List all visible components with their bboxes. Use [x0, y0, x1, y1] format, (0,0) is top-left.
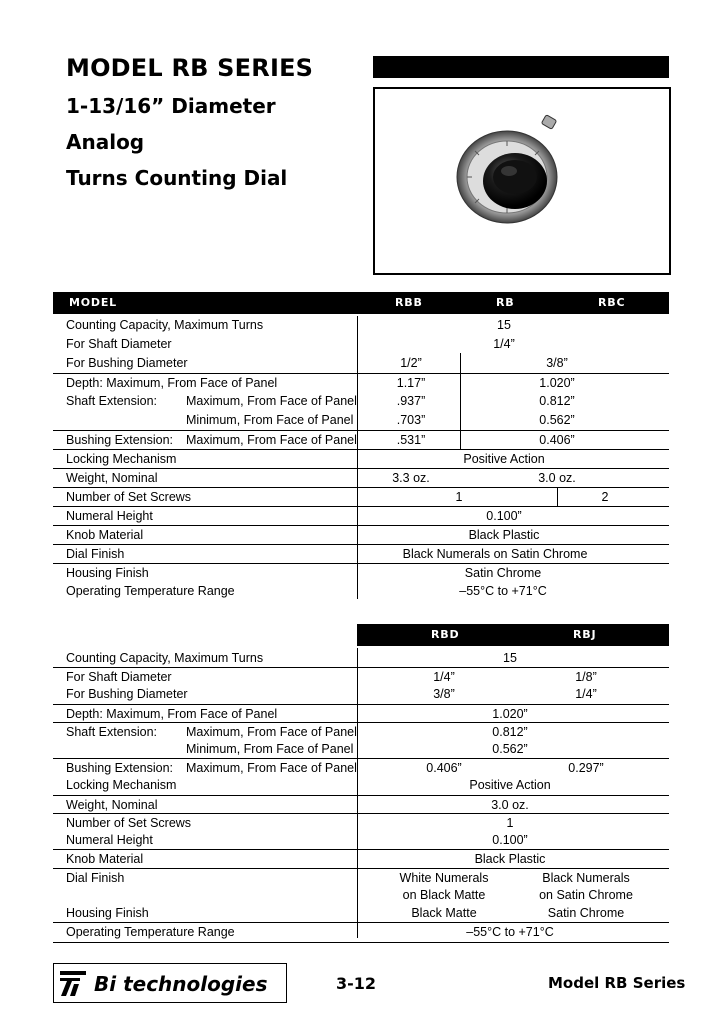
row-label: Weight, Nominal — [66, 798, 158, 812]
rbb-value: 1/2” — [400, 356, 422, 370]
table-row — [53, 487, 669, 507]
row-value: Positive Action — [463, 452, 545, 466]
row-value: 15 — [503, 651, 517, 665]
rbc-value: 2 — [601, 490, 609, 504]
rbj-value: Black Numerals — [542, 871, 630, 885]
table-row — [53, 685, 669, 704]
table-row — [53, 704, 669, 724]
rbb-value: 1.17” — [396, 376, 426, 390]
table-row — [53, 506, 669, 526]
table-row — [53, 582, 669, 601]
table-row — [53, 544, 669, 564]
row-label: For Shaft Diameter — [66, 670, 172, 684]
row-label: For Shaft Diameter — [66, 337, 172, 351]
product-photo — [373, 87, 671, 275]
row-label: Locking Mechanism — [66, 778, 177, 792]
row-value: 15 — [497, 318, 511, 332]
row-sublabel: Maximum, From Face of Panel — [186, 394, 357, 408]
rbb-value: .531” — [396, 433, 426, 447]
table-row — [53, 904, 669, 923]
row-label: Weight, Nominal — [66, 471, 158, 485]
table-row — [53, 849, 669, 869]
table-row — [53, 649, 669, 668]
row-value: –55°C to +71°C — [466, 925, 554, 939]
row-label: Numeral Height — [66, 509, 153, 523]
rbj-value: 0.297” — [568, 761, 604, 775]
turns-dial-image — [375, 89, 669, 273]
row-sublabel: Maximum, From Face of Panel — [186, 761, 357, 775]
table-row — [53, 335, 669, 354]
table-row — [53, 354, 669, 373]
row-label: Knob Material — [66, 852, 144, 866]
row-sublabel: Maximum, From Face of Panel — [186, 433, 357, 447]
rbd-value: 0.406” — [426, 761, 462, 775]
rbj-value: 1/8” — [575, 670, 597, 684]
row-value: Positive Action — [469, 778, 551, 792]
row-label: Depth: Maximum, From Face of Panel — [66, 376, 278, 390]
col-rbj: RBJ — [573, 628, 597, 641]
row-value: 0.562” — [492, 742, 528, 756]
row-label: Locking Mechanism — [66, 452, 177, 466]
row-label: Counting Capacity, Maximum Turns — [66, 651, 264, 665]
col-rbd: RBD — [431, 628, 460, 641]
row-label: Shaft Extension: — [66, 725, 158, 739]
row-label: Dial Finish — [66, 871, 125, 885]
row-value: 0.100” — [492, 833, 528, 847]
row-value: 3.0 oz. — [491, 798, 529, 812]
row-label: Numeral Height — [66, 833, 153, 847]
table-row — [53, 563, 669, 583]
table-row — [53, 449, 669, 469]
col-rbc: RBC — [598, 296, 626, 309]
table-row — [53, 922, 669, 943]
table-row — [53, 795, 669, 815]
col-model: MODEL — [69, 296, 117, 309]
row-label: Dial Finish — [66, 547, 125, 561]
bi-logo-icon — [58, 968, 88, 998]
row-value: 1/4” — [493, 337, 515, 351]
table-row — [53, 411, 669, 430]
table-row — [53, 758, 669, 778]
row-label: Housing Finish — [66, 566, 149, 580]
rbj-value: on Satin Chrome — [539, 888, 633, 902]
rb-rbc-value: 1.020” — [539, 376, 575, 390]
page-title: MODEL RB SERIES — [66, 54, 314, 82]
rbd-value: Black Matte — [411, 906, 477, 920]
row-sublabel: Minimum, From Face of Panel — [186, 742, 354, 756]
rbd-value: White Numerals — [399, 871, 489, 885]
table-row — [53, 373, 669, 393]
footer-series: Model RB Series — [548, 974, 686, 992]
row-label: Housing Finish — [66, 906, 149, 920]
table-row — [53, 667, 669, 687]
row-label: Operating Temperature Range — [66, 925, 235, 939]
row-value: –55°C to +71°C — [459, 584, 547, 598]
table-row — [53, 316, 669, 335]
table-row — [53, 776, 669, 795]
rbd-value: on Black Matte — [402, 888, 486, 902]
subtitle-analog: Analog — [66, 130, 145, 154]
page-number: 3-12 — [336, 974, 377, 993]
row-sublabel: Minimum, From Face of Panel — [186, 413, 354, 427]
table-row — [53, 886, 669, 905]
rbb-value: .937” — [396, 394, 426, 408]
row-label: For Bushing Diameter — [66, 687, 188, 701]
row-label: For Bushing Diameter — [66, 356, 188, 370]
col-rbb: RBB — [395, 296, 423, 309]
rbj-value: 1/4” — [575, 687, 597, 701]
row-label: Bushing Extension: — [66, 761, 174, 775]
subtitle-dial: Turns Counting Dial — [66, 166, 288, 190]
header-bar — [373, 56, 669, 78]
table-row — [53, 831, 669, 850]
table2-header — [357, 624, 669, 646]
row-value: Satin Chrome — [464, 566, 542, 580]
rbb-rb-value: 1 — [455, 490, 463, 504]
rb-rbc-value: 0.562” — [539, 413, 575, 427]
table-row — [53, 868, 669, 888]
row-label: Knob Material — [66, 528, 144, 542]
row-sublabel: Maximum, From Face of Panel — [186, 725, 357, 739]
row-value: 1 — [506, 816, 514, 830]
rb-rbc-value: 0.812” — [539, 394, 575, 408]
row-value: 0.812” — [492, 725, 528, 739]
rbb-value: .703” — [396, 413, 426, 427]
row-value: 1.020” — [492, 707, 528, 721]
table-row — [53, 813, 669, 833]
rb-rbc-value: 3.0 oz. — [538, 471, 576, 485]
row-value: Black Numerals on Satin Chrome — [402, 547, 588, 561]
rbb-value: 3.3 oz. — [392, 471, 430, 485]
rbj-value: Satin Chrome — [547, 906, 625, 920]
row-label: Number of Set Screws — [66, 490, 192, 504]
rb-rbc-value: 0.406” — [539, 433, 575, 447]
brand-logo — [53, 963, 287, 1003]
row-label: Number of Set Screws — [66, 816, 192, 830]
col-rb: RB — [496, 296, 515, 309]
row-label: Depth: Maximum, From Face of Panel — [66, 707, 278, 721]
table-row — [53, 468, 669, 488]
row-label: Counting Capacity, Maximum Turns — [66, 318, 264, 332]
table-row — [53, 392, 669, 411]
row-label: Shaft Extension: — [66, 394, 158, 408]
row-value: 0.100” — [486, 509, 522, 523]
row-label: Bushing Extension: — [66, 433, 174, 447]
brand-name: Bi technologies — [94, 972, 268, 996]
table-row — [53, 722, 669, 742]
table-row — [53, 525, 669, 545]
row-value: Black Plastic — [474, 852, 546, 866]
rbd-value: 3/8” — [433, 687, 455, 701]
table-row — [53, 740, 669, 759]
rbd-value: 1/4” — [433, 670, 455, 684]
rb-rbc-value: 3/8” — [546, 356, 568, 370]
row-value: Black Plastic — [468, 528, 540, 542]
table1-header — [53, 292, 669, 314]
table-row — [53, 430, 669, 450]
subtitle-diameter: 1-13/16” Diameter — [66, 94, 276, 118]
row-label: Operating Temperature Range — [66, 584, 235, 598]
